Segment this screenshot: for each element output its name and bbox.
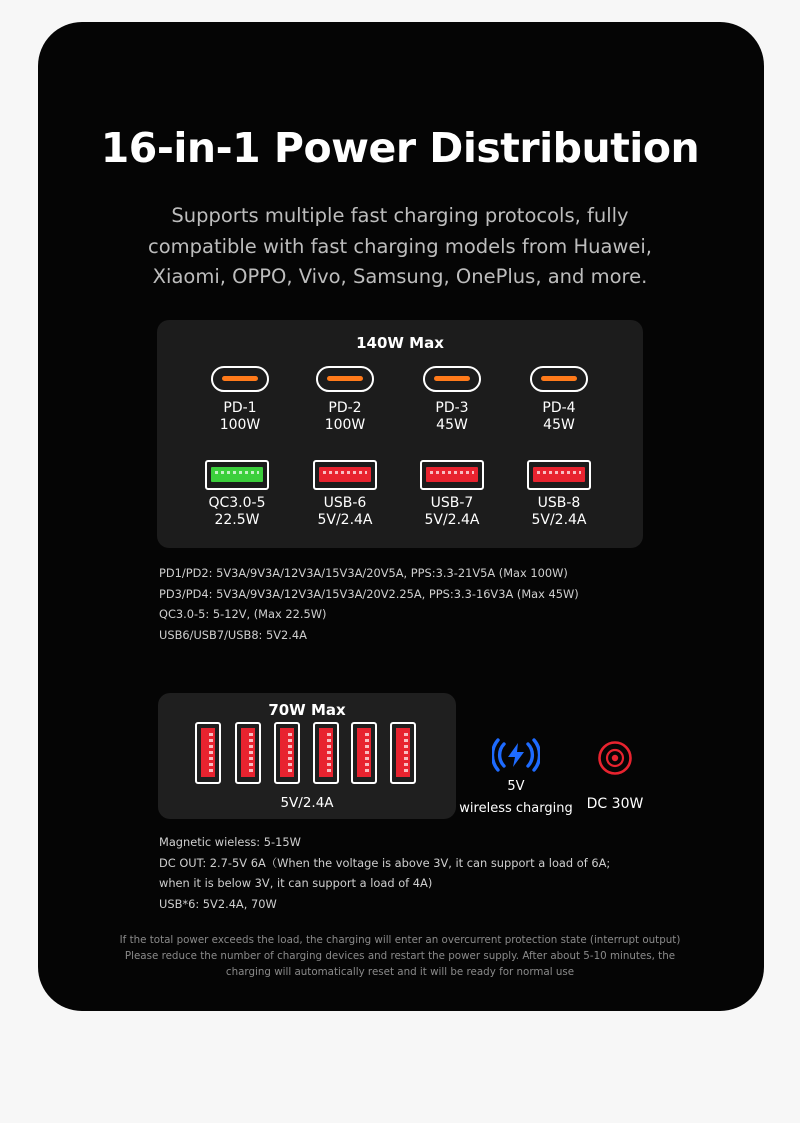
wireless-charging-icon bbox=[492, 738, 540, 772]
usb-a-port-icon bbox=[195, 722, 221, 784]
spec-line: DC OUT: 2.7-5V 6A（When the voltage is above 3V, it can support a load of 6A; bbox=[159, 855, 611, 870]
port-pd-1 bbox=[186, 366, 294, 434]
footer-line: charging will automatically reset and it will be ready for normal use bbox=[225, 966, 575, 978]
port-power: 5V/2.4A bbox=[424, 512, 480, 528]
port-usb-6 bbox=[291, 460, 399, 529]
usb-c-port-icon bbox=[423, 366, 481, 392]
footer-line: Please reduce the number of charging devices and restart the power supply. After about 5-10 minutes, the bbox=[124, 950, 676, 962]
spec-line: when it is below 3V, it can support a load of 4A) bbox=[159, 876, 433, 890]
port-name: PD-1 bbox=[223, 400, 257, 416]
main-ports-panel bbox=[157, 320, 643, 548]
panel-title: 140W Max bbox=[356, 334, 444, 352]
wireless-voltage: 5V bbox=[507, 779, 525, 794]
port-power: 100W bbox=[324, 417, 366, 433]
spec-line: PD1/PD2: 5V3A/9V3A/12V3A/15V3A/20V5A, PPS:3.3-21V5A (Max 100W) bbox=[159, 566, 568, 580]
usb-c-port-icon bbox=[316, 366, 374, 392]
port-name: PD-4 bbox=[542, 400, 576, 416]
usb-a-port-icon bbox=[313, 460, 377, 490]
output-specs bbox=[159, 832, 610, 914]
usb-a-port-icon bbox=[274, 722, 300, 784]
usb-a-port-icon bbox=[205, 460, 269, 490]
usb-a-port-icon bbox=[313, 722, 339, 784]
wireless-charging bbox=[455, 738, 577, 820]
usb-c-port-icon bbox=[530, 366, 588, 392]
dc-port-icon bbox=[595, 738, 635, 778]
footer-note bbox=[0, 932, 800, 980]
port-specs bbox=[159, 563, 579, 645]
usb-a-port-icon bbox=[527, 460, 591, 490]
spec-line: USB6/USB7/USB8: 5V2.4A bbox=[159, 627, 307, 642]
subtitle-line: compatible with fast charging models from Huawei, bbox=[147, 234, 653, 258]
port-name: USB-7 bbox=[430, 495, 474, 511]
port-usb-8 bbox=[505, 460, 613, 529]
port-pd-2 bbox=[291, 366, 399, 434]
panel-output-label: 5V/2.4A bbox=[280, 795, 334, 811]
footer-line: If the total power exceeds the load, the charging will enter an overcurrent protection state (interrupt output) bbox=[119, 934, 681, 946]
usb-c-port-icon bbox=[211, 366, 269, 392]
wireless-label: wireless charging bbox=[459, 801, 573, 816]
usb-a-port-icon bbox=[235, 722, 261, 784]
subtitle bbox=[0, 201, 800, 293]
subtitle-line: Xiaomi, OPPO, Vivo, Samsung, OnePlus, and more. bbox=[152, 265, 648, 288]
usb-a-port-icon bbox=[351, 722, 377, 784]
usb-a-port-icon bbox=[420, 460, 484, 490]
port-qc3-5 bbox=[183, 460, 291, 529]
port-power: 22.5W bbox=[214, 512, 260, 528]
port-pd-4 bbox=[505, 366, 613, 434]
port-name: QC3.0-5 bbox=[208, 495, 266, 511]
dc-output bbox=[578, 738, 652, 812]
port-power: 45W bbox=[436, 417, 468, 433]
port-name: USB-6 bbox=[323, 495, 367, 511]
port-pd-3 bbox=[398, 366, 506, 434]
page-title: 16-in-1 Power Distribution bbox=[100, 124, 700, 172]
dc-label: DC 30W bbox=[586, 796, 644, 812]
usb-bank-panel bbox=[158, 693, 456, 819]
subtitle-line: Supports multiple fast charging protocols, fully bbox=[171, 204, 629, 227]
spec-line: PD3/PD4: 5V3A/9V3A/12V3A/15V3A/20V2.25A, PPS:3.3-16V3A (Max 45W) bbox=[159, 586, 579, 601]
panel-title: 70W Max bbox=[268, 701, 346, 719]
port-name: USB-8 bbox=[537, 495, 581, 511]
port-power: 5V/2.4A bbox=[317, 512, 373, 528]
spec-line: USB*6: 5V2.4A, 70W bbox=[159, 896, 277, 911]
port-power: 45W bbox=[543, 417, 575, 433]
port-usb-7 bbox=[398, 460, 506, 529]
port-name: PD-2 bbox=[328, 400, 362, 416]
port-power: 5V/2.4A bbox=[531, 512, 587, 528]
spec-line: QC3.0-5: 5-12V, (Max 22.5W) bbox=[159, 607, 327, 621]
port-power: 100W bbox=[219, 417, 261, 433]
usb-a-port-icon bbox=[390, 722, 416, 784]
spec-line: Magnetic wieless: 5-15W bbox=[159, 835, 301, 849]
port-name: PD-3 bbox=[435, 400, 469, 416]
